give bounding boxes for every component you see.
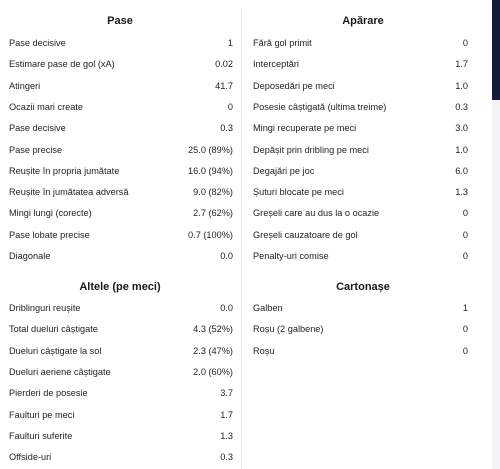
section-title-aparare: Apărare xyxy=(342,15,384,27)
stat-row xyxy=(0,450,240,464)
stat-value: 3.0 xyxy=(455,123,468,134)
stat-row xyxy=(0,429,240,443)
stat-value: 3.7 xyxy=(220,388,233,399)
stat-row xyxy=(243,249,483,263)
left-column xyxy=(0,0,240,469)
stat-value: 1 xyxy=(462,303,468,313)
stat-row xyxy=(0,249,240,263)
stat-value: 2.3 (47%) xyxy=(193,345,233,356)
stat-row xyxy=(243,79,483,93)
stat-value: 1.7 xyxy=(220,409,233,420)
stat-label: Fără gol primit xyxy=(253,38,312,48)
stat-label: Driblinguri reușite xyxy=(9,303,81,313)
stat-row xyxy=(0,185,240,199)
stat-label: Pase lobate precise xyxy=(9,229,90,240)
stat-value: 1 xyxy=(227,38,233,48)
stat-label: Galben xyxy=(253,303,283,313)
stat-label: Roșu xyxy=(253,345,275,356)
stat-row xyxy=(243,228,483,242)
stat-row xyxy=(243,301,483,315)
stat-value: 2.7 (62%) xyxy=(193,208,233,219)
stat-value: 9.0 (82%) xyxy=(193,187,233,198)
stat-label: Roșu (2 galbene) xyxy=(253,324,324,335)
stat-label: Pase precise xyxy=(9,144,63,155)
stat-value: 1.3 xyxy=(220,430,233,441)
stat-value: 0 xyxy=(462,208,468,219)
stat-value: 25.0 (89%) xyxy=(188,144,233,155)
stat-value: 0 xyxy=(462,38,468,48)
stat-row xyxy=(243,100,483,114)
stat-value: 0.0 xyxy=(220,303,233,313)
stat-label: Mingi lungi (corecte) xyxy=(9,208,92,219)
stat-row xyxy=(0,206,240,220)
stat-row xyxy=(243,206,483,220)
stat-label: Greșeli cauzatoare de gol xyxy=(253,229,358,240)
stat-value: 0 xyxy=(227,101,233,112)
page-scrollbar[interactable] xyxy=(489,0,500,469)
stat-label: Dueluri câștigate la sol xyxy=(9,345,102,356)
stat-value: 0 xyxy=(462,229,468,240)
stat-row xyxy=(0,228,240,242)
stat-row xyxy=(0,36,240,50)
stat-row xyxy=(243,164,483,178)
stat-row xyxy=(0,408,240,422)
scrollbar-thumb[interactable] xyxy=(492,0,500,100)
stat-label: Deposedări pe meci xyxy=(253,80,335,91)
stat-row xyxy=(0,57,240,71)
stat-row xyxy=(243,121,483,135)
stat-label: Atingeri xyxy=(9,80,41,91)
stat-value: 6.0 xyxy=(455,165,468,176)
scrollbar-track[interactable] xyxy=(492,100,500,469)
stat-row xyxy=(0,365,240,379)
stat-row xyxy=(0,301,240,315)
stat-row xyxy=(243,143,483,157)
stat-row xyxy=(0,386,240,400)
section-title-altele: Altele (pe meci) xyxy=(79,281,161,293)
stat-row xyxy=(243,36,483,50)
right-column xyxy=(243,0,483,469)
stat-label: Posesie câștigată (ultima treime) xyxy=(253,101,387,112)
stat-value: 0 xyxy=(462,251,468,261)
stat-value: 41.7 xyxy=(215,80,233,91)
stat-label: Interceptări xyxy=(253,59,299,70)
stat-row xyxy=(243,57,483,71)
stat-row xyxy=(0,100,240,114)
stat-value: 1.0 xyxy=(455,144,468,155)
stat-label: Degajări pe joc xyxy=(253,165,315,176)
stat-row xyxy=(0,143,240,157)
stat-row xyxy=(0,344,240,358)
stat-value: 0.02 xyxy=(215,59,233,70)
stat-label: Șuturi blocate pe meci xyxy=(253,187,344,198)
stat-label: Pase decisive xyxy=(9,123,66,134)
stat-value: 0 xyxy=(462,324,468,335)
stat-row xyxy=(0,121,240,135)
column-divider xyxy=(241,8,242,469)
stat-label: Reușite în jumătatea adversă xyxy=(9,187,129,198)
stat-label: Mingi recuperate pe meci xyxy=(253,123,357,134)
stat-label: Greșeli care au dus la o ocazie xyxy=(253,208,380,219)
stat-value: 0 xyxy=(462,345,468,356)
stat-label: Pase decisive xyxy=(9,38,66,48)
stat-label: Pierderi de posesie xyxy=(9,388,88,399)
stat-label: Ocazii mari create xyxy=(9,101,84,112)
stat-label: Reușite în propria jumătate xyxy=(9,165,120,176)
stat-value: 1.0 xyxy=(455,80,468,91)
stat-row xyxy=(0,322,240,336)
stat-label: Total dueluri câștigate xyxy=(9,324,98,335)
stat-value: 2.0 (60%) xyxy=(193,366,233,377)
stat-value: 1.7 xyxy=(455,59,468,70)
stat-row xyxy=(243,344,483,358)
stat-label: Dueluri aeriene câștigate xyxy=(9,366,111,377)
section-title-cartonase: Cartonașe xyxy=(336,281,390,293)
stat-label: Faulturi pe meci xyxy=(9,409,75,420)
stat-row xyxy=(243,322,483,336)
stat-label: Depășit prin dribling pe meci xyxy=(253,144,369,155)
stat-value: 1.3 xyxy=(455,187,468,198)
stat-value: 16.0 (94%) xyxy=(188,165,233,176)
stat-value: 0.0 xyxy=(220,251,233,261)
stat-label: Faulturi suferite xyxy=(9,430,73,441)
stat-value: 0.3 xyxy=(220,452,233,463)
section-title-pase: Pase xyxy=(107,15,133,27)
stat-value: 0.3 xyxy=(455,101,468,112)
stat-label: Penalty-uri comise xyxy=(253,251,329,261)
stat-row xyxy=(243,185,483,199)
stat-label: Diagonale xyxy=(9,251,51,261)
stat-value: 0.7 (100%) xyxy=(188,229,233,240)
stat-label: Offside-uri xyxy=(9,452,52,463)
stat-row xyxy=(0,79,240,93)
stat-value: 0.3 xyxy=(220,123,233,134)
stat-row xyxy=(0,164,240,178)
stat-label: Estimare pase de gol (xA) xyxy=(9,59,115,70)
stat-value: 4.3 (52%) xyxy=(193,324,233,335)
